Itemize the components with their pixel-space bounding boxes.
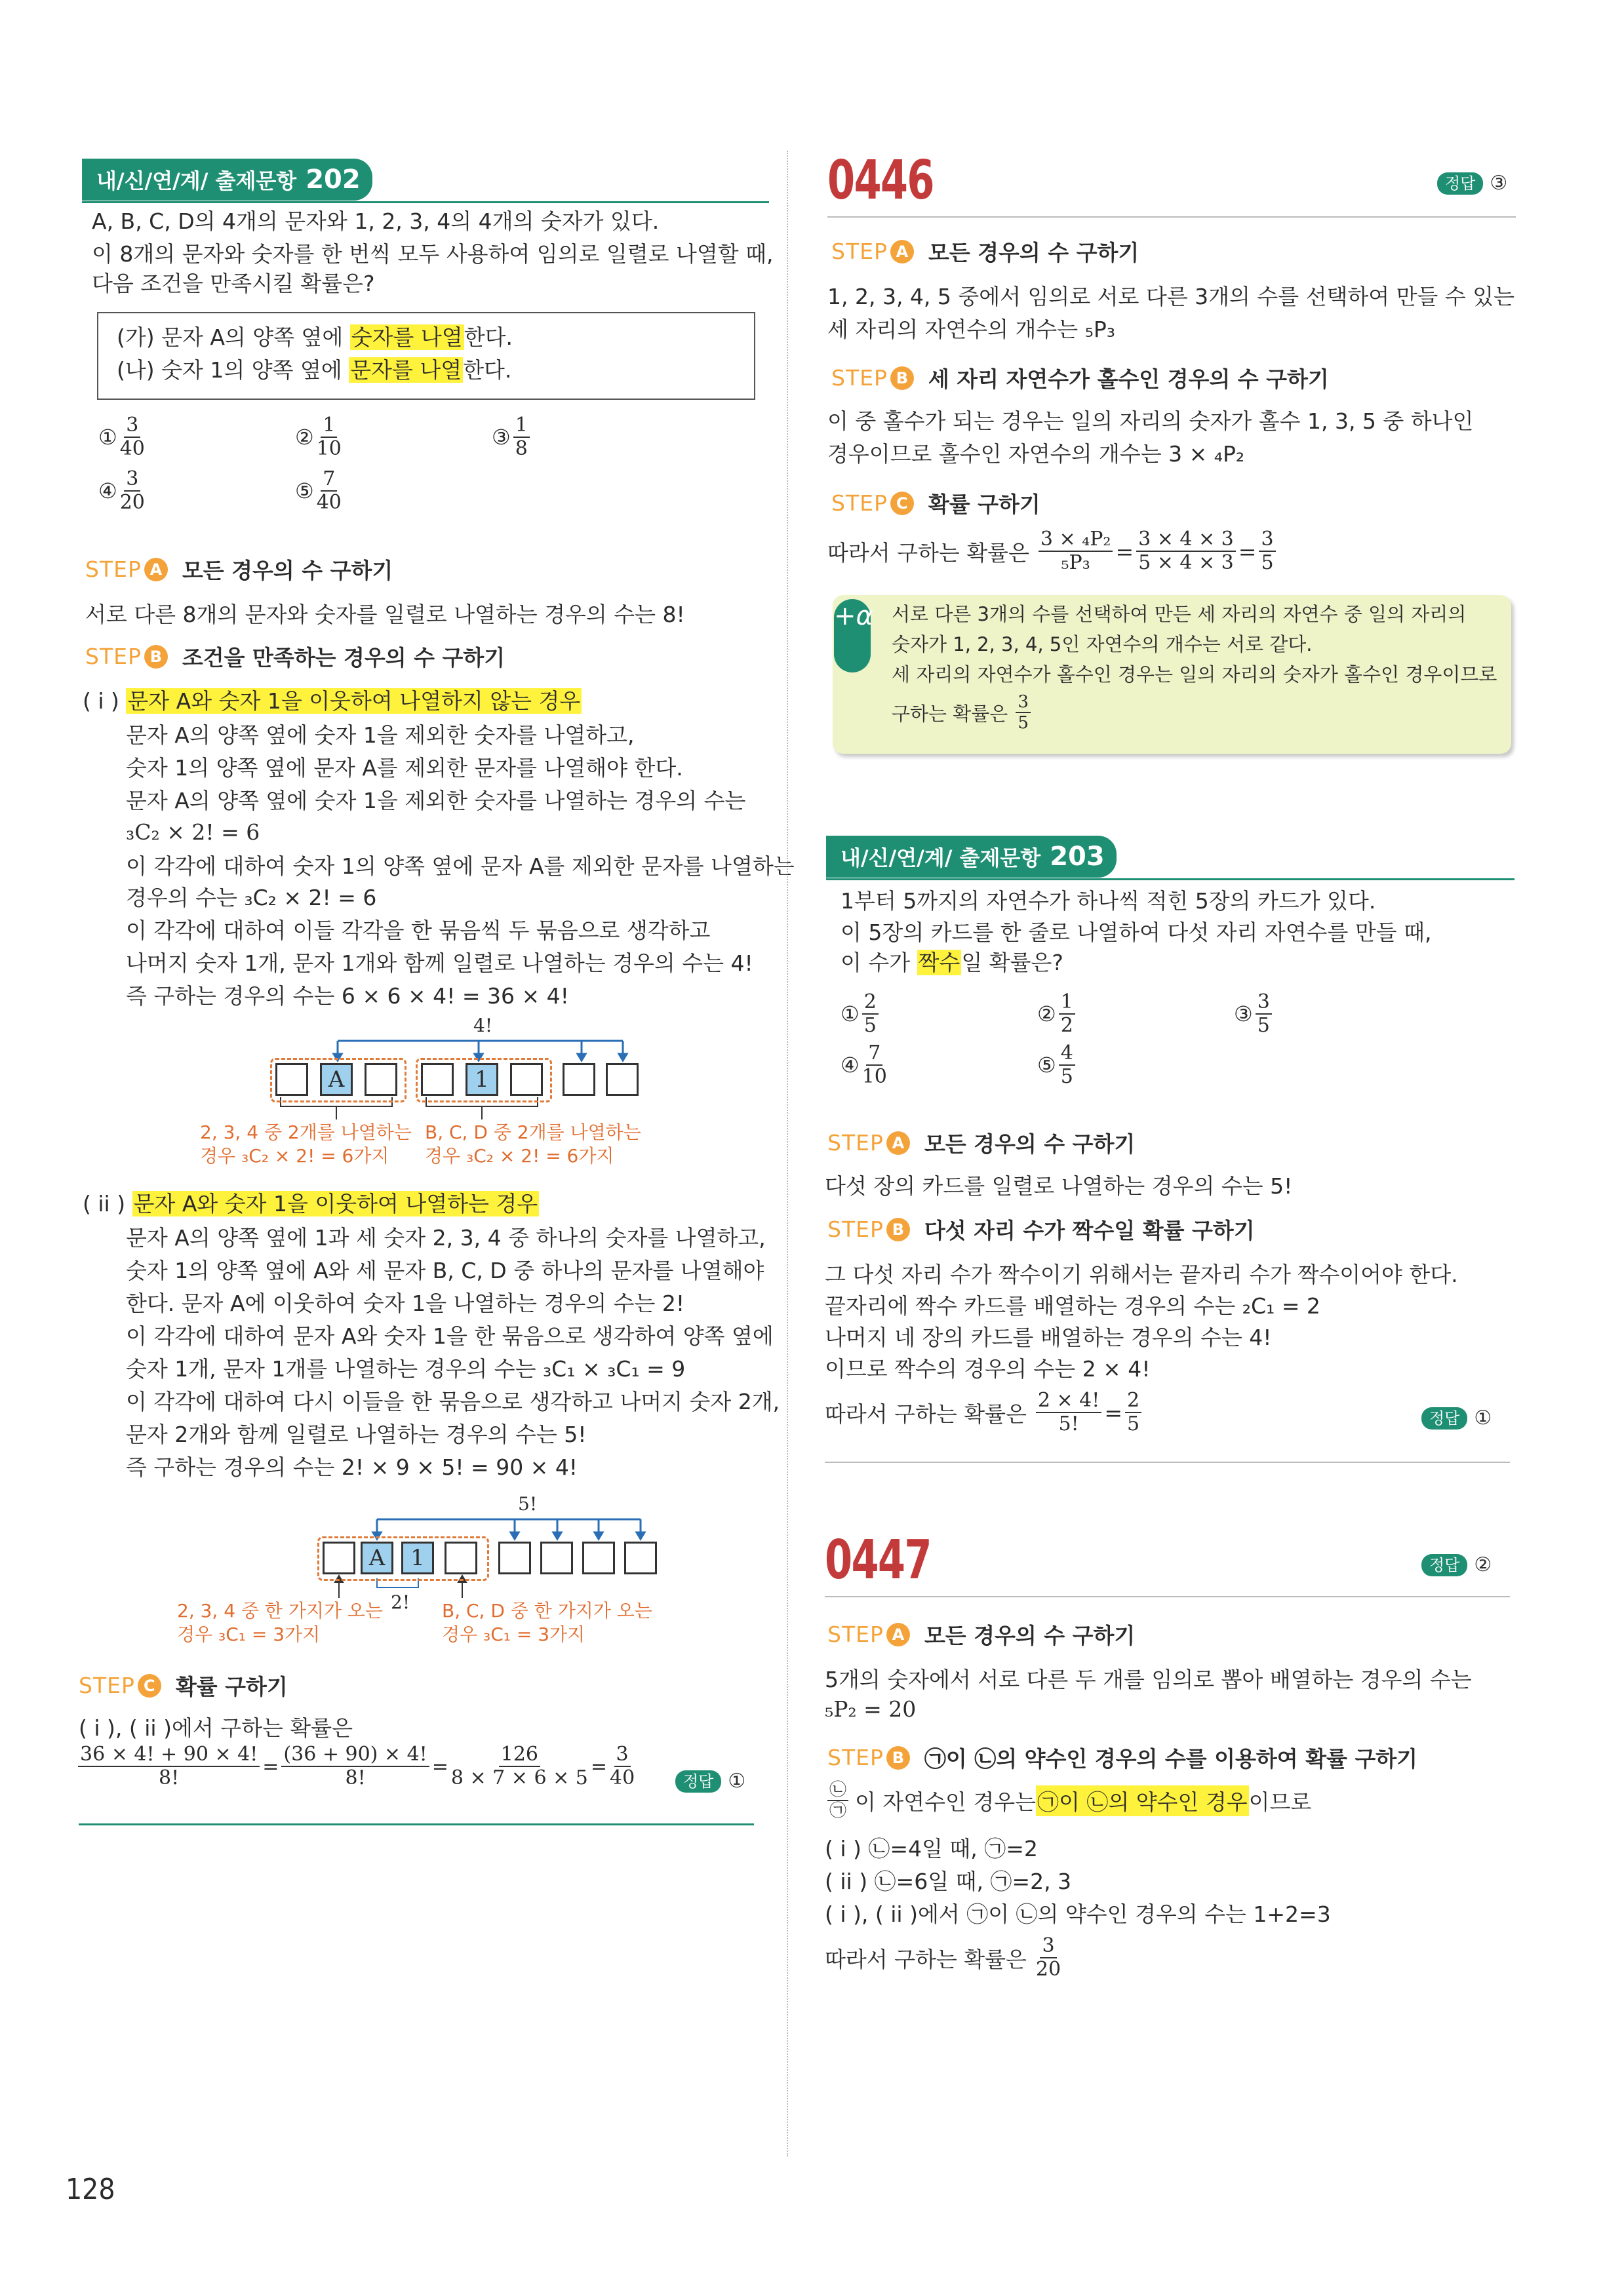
case1-line: 경우의 수는 ₃C₂ × 2! = 6 [126,885,377,910]
diagram-1-label-1: 2, 3, 4 중 2개를 나열하는 [200,1121,412,1143]
problem-line-3: 다음 조건을 만족시킬 확률은? [92,271,375,296]
plus-alpha-icon: +α [834,599,871,672]
diagram-2-top-label: 5! [518,1493,538,1515]
text-line: 나머지 네 장의 카드를 배열하는 경우의 수는 4! [825,1325,1272,1350]
problem-line-1: A, B, C, D의 4개의 문자와 1, 2, 3, 4의 4개의 숫자가 있다. [92,208,660,234]
slot [582,1542,615,1574]
slot [323,1542,355,1574]
step-c-text: ( i ), ( ii )에서 구하는 확률은 [79,1715,353,1741]
text-line: 경우이므로 홀수인 자연수의 개수는 3 × ₄P₂ [827,441,1245,467]
answer-badge: 정답 [1437,172,1483,195]
slot [445,1542,477,1574]
text-line: 끝자리에 짝수 카드를 배열하는 경우의 수는 ₂C₁ = 2 [825,1293,1320,1319]
problem-line-2: 이 8개의 문자와 숫자를 한 번씩 모두 사용하여 임의로 일렬로 나열할 때, [92,241,774,267]
case2-line: 숫자 1개, 문자 1개를 나열하는 경우의 수는 ₃C₁ × ₃C₁ = 9 [126,1356,686,1382]
tip-note-box [833,595,1511,754]
answer-0446: 정답 ③ [1437,172,1507,195]
case2-line: 문자 A의 양쪽 옆에 1과 세 숫자 2, 3, 4 중 하나의 숫자를 나열하고, [126,1225,766,1251]
step-a-heading: STEP A 모든 경우의 수 구하기 [831,239,1139,265]
related-problem-banner-203 [826,836,1515,878]
case2-line: 문자 2개와 함께 일렬로 나열하는 경우의 수는 5! [126,1422,587,1447]
answer-badge: 정답 [1421,1554,1467,1576]
case1-line: 이 각각에 대하여 숫자 1의 양쪽 옆에 문자 A를 제외한 문자를 나열하는 [126,853,795,879]
answer-badge: 정답 [675,1770,721,1793]
choice-5[interactable]: ⑤ $\frac{4}{5}$ [1037,1042,1078,1088]
diagram-1-label-1b: 경우 ₃C₂ × 2! = 6가지 [200,1145,389,1167]
step-c-heading: STEP C 확률 구하기 [79,1673,288,1700]
text-line: 이 중 홀수가 되는 경우는 일의 자리의 숫자가 홀수 1, 3, 5 중 하나인 [827,408,1474,434]
case1-line: 나머지 숫자 1개, 문자 1개와 함께 일렬로 나열하는 경우의 수는 4! [126,950,753,976]
answer-202: 정답 ① [675,1770,745,1793]
diagram-2-mid-label: 2! [391,1591,410,1613]
choice-2[interactable]: ② $\frac{1}{10}$ [295,414,342,460]
slot-digit-1: 1 [401,1542,434,1574]
slot-letter-a: A [361,1542,393,1574]
text-line: 그 다섯 자리 수가 짝수이기 위해서는 끝자리 수가 짝수이어야 한다. [825,1262,1458,1287]
text-line: 1, 2, 3, 4, 5 중에서 임의로 서로 다른 3개의 수를 선택하여 만들 수 있는 [827,284,1515,309]
step-b-heading: STEP B 세 자리 자연수가 홀수인 경우의 수 구하기 [831,365,1329,392]
fraction: $\frac{3}{40}$ [610,1743,635,1789]
slot [606,1063,639,1096]
text-line: 다섯 장의 카드를 일렬로 나열하는 경우의 수는 5! [825,1173,1293,1199]
slot [510,1063,543,1096]
slot-digit-1: 1 [465,1063,498,1096]
arrangement-diagram-2 [177,1493,669,1650]
fraction: $\frac{(36 + 90) \times 4!}{8!}$ [281,1743,429,1789]
note-line: 숫자가 1, 2, 3, 4, 5인 자연수의 개수는 서로 같다. [892,633,1313,655]
fraction: $\frac{36 \times 4! + 90 \times 4!}{8!}$ [78,1743,260,1789]
text-line: ( ii ) ㉡=6일 때, ㉠=2, 3 [825,1869,1072,1894]
step-b-heading: STEP B 다섯 자리 수가 짝수일 확률 구하기 [827,1216,1255,1243]
final-probability: $\frac{36 \times 4! + 90 \times 4!}{8!}$ = $\frac{(36 + 90) \times 4!}{8!}$ = $\frac{126}{8 \times 7 \times 6 \times 5}$ = $\frac{3}{40}$ [75,1743,637,1789]
choice-4[interactable]: ④ $\frac{7}{10}$ [841,1041,887,1088]
case2-line: 한다. 문자 A에 이웃하여 숫자 1을 나열하는 경우의 수는 2! [126,1291,685,1316]
problem-line: 이 5장의 카드를 한 줄로 나열하여 다섯 자리 자연수를 만들 때, [841,920,1432,945]
diagram-2-label-1b: 경우 ₃C₁ = 3가지 [177,1624,321,1645]
case2-line: 숫자 1의 양쪽 옆에 A와 세 문자 B, C, D 중 하나의 문자를 나열해야 [126,1258,764,1283]
text-line: 세 자리의 자연수의 개수는 ₅P₃ [827,317,1115,342]
diagram-1-label-2: B, C, D 중 2개를 나열하는 [425,1121,641,1143]
diagram-1-top-label: 4! [473,1015,493,1036]
diagram-2-label-2: B, C, D 중 한 가지가 오는 [442,1600,652,1622]
condition-box [97,312,755,400]
header-rule [827,216,1516,218]
problem-line: 이 수가 짝수일 확률은? [841,950,1063,975]
case1-line: 문자 A의 양쪽 옆에 숫자 1을 제외한 숫자를 나열하는 경우의 수는 [126,788,746,813]
text-line: 5개의 숫자에서 서로 다른 두 개를 임의로 뽑아 배열하는 경우의 수는 [825,1667,1472,1692]
choice-3[interactable]: ③ $\frac{3}{5}$ [1234,991,1275,1037]
step-b-heading: STEP B ㉠이 ㉡의 약수인 경우의 수를 이용하여 확률 구하기 [827,1745,1417,1772]
step-c-heading: STEP C 확률 구하기 [831,490,1040,517]
related-problem-banner-202 [82,159,769,201]
choice-1[interactable]: ① $\frac{2}{5}$ [841,991,881,1037]
diagram-2-label-2b: 경우 ₃C₁ = 3가지 [442,1624,585,1645]
diagram-2-label-1: 2, 3, 4 중 한 가지가 오는 [177,1600,383,1622]
step-a-text: 서로 다른 8개의 문자와 숫자를 일렬로 나열하는 경우의 수는 8! [85,602,685,627]
answer-badge: 정답 [1421,1407,1467,1430]
case1-line: ₃C₂ × 2! = 6 [126,819,260,845]
choice-3[interactable]: ③ $\frac{1}{8}$ [492,414,532,460]
fraction: $\frac{126}{8 \times 7 \times 6 \times 5}$ [450,1743,588,1789]
column-divider [787,151,788,2156]
choice-1[interactable]: ① $\frac{3}{40}$ [98,414,145,460]
choice-5[interactable]: ⑤ $\frac{7}{40}$ [295,467,342,514]
answer-0447: 정답 ② [1421,1553,1492,1576]
section-end-rule [825,1462,1510,1463]
text-line: ( i ), ( ii )에서 ㉠이 ㉡의 약수인 경우의 수는 1+2=3 [825,1901,1331,1927]
problem-number-0447: 0447 [825,1529,931,1591]
case2-heading: ( ii ) 문자 A와 숫자 1을 이웃하여 나열하는 경우 [83,1191,538,1216]
step-b-heading: STEP B 조건을 만족하는 경우의 수 구하기 [85,644,505,671]
slot-letter-a: A [320,1063,353,1096]
case1-heading: ( i ) 문자 A와 숫자 1을 이웃하여 나열하지 않는 경우 [83,688,581,714]
final-probability-203: 따라서 구하는 확률은 $\frac{2 \times 4!}{5!}$ = $\frac{2}{5}$ [825,1390,1144,1435]
step-a-heading: STEP A 모든 경우의 수 구하기 [827,1130,1136,1157]
slot [624,1542,657,1574]
slot [563,1063,595,1096]
slot [540,1542,573,1574]
slot [421,1063,454,1096]
slot [275,1063,308,1096]
step-a-heading: STEP A 모든 경우의 수 구하기 [85,556,393,583]
note-last-line: 구하는 확률은 $\frac{3}{5}$ [892,692,1033,733]
condition-ga: (가) 문자 A의 양쪽 옆에 숫자를 나열한다. [117,324,513,350]
banner-tag: 내/신/연/계/ 출제문항 203 [826,836,1117,878]
case2-line: 이 각각에 대하여 문자 A와 숫자 1을 한 묶음으로 생각하여 양쪽 옆에 [126,1323,774,1349]
problem-number-0446: 0446 [827,149,934,212]
final-probability-0446: 따라서 구하는 확률은 $\frac{\text{3 × ₄P₂}}{\text{₅P₃}}$ = $\frac{3 \times 4 \times 3}{5 \times 4 \times 3}$ = $\frac{3}{5}$ [827,528,1278,574]
page-number: 128 [66,2173,115,2206]
case1-line: 즉 구하는 경우의 수는 6 × 6 × 4! = 36 × 4! [126,983,569,1009]
banner-tag: 내/신/연/계/ 출제문항 202 [82,159,372,201]
diagram-1-label-2b: 경우 ₃C₂ × 2! = 6가지 [425,1145,614,1167]
final-probability-0447: 따라서 구하는 확률은 $\frac{3}{20}$ [825,1934,1061,1981]
slot [365,1063,397,1096]
case2-line: 이 각각에 대하여 다시 이들을 한 묶음으로 생각하고 나머지 숫자 2개, [126,1389,780,1414]
answer-203: 정답 ① [1421,1407,1492,1430]
step-a-heading: STEP A 모든 경우의 수 구하기 [827,1622,1136,1648]
case1-line: 숫자 1의 양쪽 옆에 문자 A를 제외한 문자를 나열해야 한다. [126,755,683,781]
condition-line: $\frac{㉡}{㉠}$ 이 자연수인 경우는 ㉠이 ㉡의 약수인 경우 이므로 [825,1780,1311,1821]
case1-line: 문자 A의 양쪽 옆에 숫자 1을 제외한 숫자를 나열하고, [126,722,635,748]
choice-2[interactable]: ② $\frac{1}{2}$ [1037,991,1078,1037]
note-line: 서로 다른 3개의 수를 선택하여 만든 세 자리의 자연수 중 일의 자리의 [892,603,1467,625]
choice-4[interactable]: ④ $\frac{3}{20}$ [98,467,145,514]
text-line: ( i ) ㉡=4일 때, ㉠=2 [825,1836,1038,1861]
arrangement-diagram-1 [200,1015,656,1172]
problem-line: 1부터 5까지의 자연수가 하나씩 적힌 5장의 카드가 있다. [841,888,1376,914]
case1-line: 이 각각에 대하여 이들 각각을 한 묶음씩 두 묶음으로 생각하고 [126,918,711,943]
case2-line: 즉 구하는 경우의 수는 2! × 9 × 5! = 90 × 4! [126,1454,578,1480]
slot [498,1542,531,1574]
text-line: ₅P₂ = 20 [825,1696,917,1722]
condition-na: (나) 숫자 1의 양쪽 옆에 문자를 나열한다. [117,357,512,383]
text-line: 이므로 짝수의 경우의 수는 2 × 4! [825,1356,1151,1382]
section-end-rule [79,1823,754,1825]
header-rule [825,1596,1510,1597]
note-line: 세 자리의 자연수가 홀수인 경우는 일의 자리의 숫자가 홀수인 경우이므로 [892,663,1497,686]
